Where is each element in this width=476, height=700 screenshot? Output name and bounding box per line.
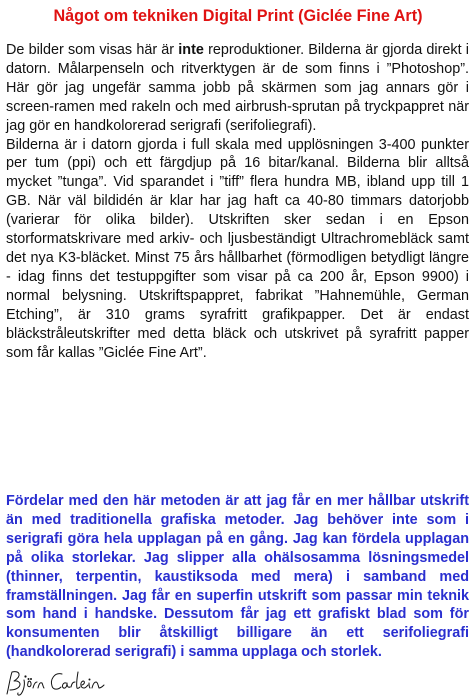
handwritten-signature-icon — [4, 668, 134, 698]
paragraph1-text-middle: reproduktioner. Bilderna är gjorda direkt i datorn. Målarpenseln och ritverktygen är de som finns i ”Photoshop”. Här gör jag ungefär samma jobb på skärmen som jag annars gör i screen-ramen med rakeln och med airbrush-sprutan på tryckpappret när jag gör en handkolorerad serigrafi (serifoliegrafi). — [6, 42, 469, 134]
advantages-paragraph: Fördelar med den här metoden är att jag får en mer hållbar utskrift än med traditionella grafiska metoder. Jag behöver inte som i serigrafi göra hela upplagan på en gång. Jag kan fördela upplagan på olika storlekar. Jag slipper alla ohälsosamma lösningsmedel (thinner, terpentin, kaustiksoda med mera) i samband med framställningen. Jag får en superfin utskrift som passar min teknik som hand i handske. Dessutom får jag ett grafiskt blad som för konsumenten blir åtskilligt billigare än ett serifoliegrafi (handkolorerad serigrafi) i samma upplaga och storlek. — [6, 493, 469, 661]
paragraph1-text-start: De bilder som visas här är — [6, 42, 179, 58]
emphasis-inte: inte — [178, 42, 204, 58]
page-title: Något om tekniken Digital Print (Giclée Fine Art) — [53, 7, 423, 25]
technique-description-paragraph — [6, 41, 469, 362]
paragraph1-text-end: Bilderna är i datorn gjorda i full skala med upplösningen 3-400 punkter per tum (ppi) och ett färgdjup på 16 bitar/kanal. Bilderna blir alltså mycket ”tunga”. Vid sparandet i ”tiff” flera hundra MB, ibland upp till 1 GB. När väl bildidén är klar har jag haft ca 40-80 timmars datorjobb (varierar för olika bilder). Utskriften sker sedan i en Epson storformatskrivare med arkiv- och ljusbeständigt Ultrachromebläck samt det nya K3-bläcket. Minst 75 års hållbarhet (förmodligen betydligt längre - idag finns det testuppgifter som visar på ca 200 år, Epson 9900) i normal belysning. Utskriftspappret, fabrikat ”Hahnemühle, German Etching”, är 310 grams syrafritt grafikpapper. Det är endast bläckstråleutskrifter med detta bläck och utskrivet på syrafritt papper som får kallas ”Giclée Fine Art”. — [6, 136, 469, 361]
